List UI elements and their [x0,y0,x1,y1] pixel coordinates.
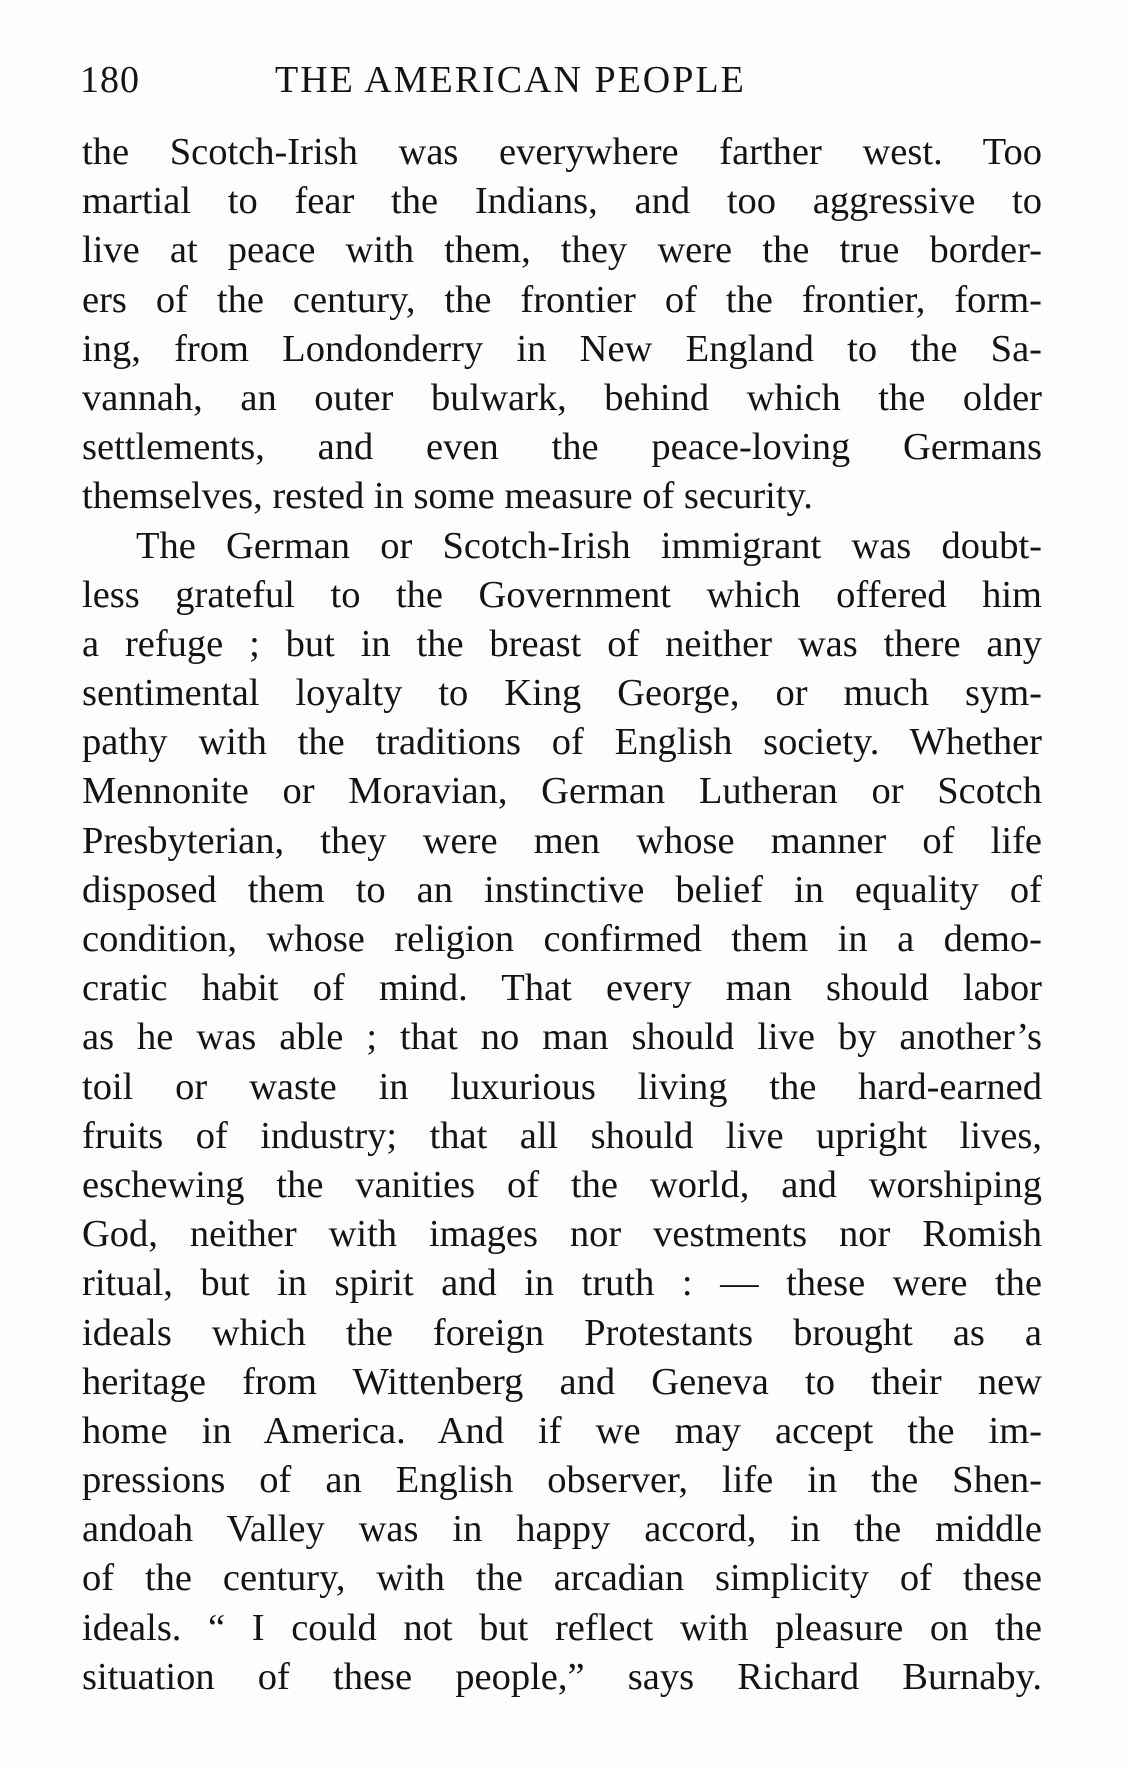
text-line: vannah, an outer bulwark, behind which the older [82,376,1042,419]
running-head [80,58,980,118]
running-title: THE AMERICAN PEOPLE [275,59,746,101]
text-line: ers of the century, the frontier of the frontier, form- [82,278,1042,321]
text-line: toil or waste in luxurious living the hard-earned [82,1065,1042,1108]
paragraph-first-line: The German or Scotch-Irish immigrant was doubt- [136,524,1042,567]
text-line: disposed them to an instinctive belief in equality of [82,868,1042,911]
text-line: andoah Valley was in happy accord, in the middle [82,1508,1042,1551]
text-line: ideals which the foreign Protestants brought as a [82,1311,1042,1354]
text-line: martial to fear the Indians, and too aggressive to [82,180,1042,223]
text-line: Presbyterian, they were men whose manner of life [82,819,1042,862]
text-line: sentimental loyalty to King George, or much sym- [82,672,1042,715]
text-line: a refuge ; but in the breast of neither was there any [82,622,1042,665]
text-line: of the century, with the arcadian simplicity of these [82,1557,1042,1600]
text-line: settlements, and even the peace-loving Germans [82,426,1042,469]
text-line: pathy with the traditions of English society. Whether [82,721,1042,764]
text-line: less grateful to the Government which offered him [82,573,1042,616]
text-line: live at peace with them, they were the true border- [82,229,1042,272]
text-line: God, neither with images nor vestments nor Romish [82,1213,1042,1256]
text-line: themselves, rested in some measure of security. [82,475,813,518]
text-line: Mennonite or Moravian, German Lutheran or Scotch [82,770,1042,813]
text-line: ritual, but in spirit and in truth : — these were the [82,1262,1042,1305]
text-line: ideals. “ I could not but reflect with pleasure on the [82,1606,1042,1649]
text-line: situation of these people,” says Richard Burnaby. [82,1655,1042,1698]
text-line: eschewing the vanities of the world, and worshiping [82,1163,1042,1206]
text-line: cratic habit of mind. That every man should labor [82,967,1042,1010]
text-line: the Scotch-Irish was everywhere farther west. Too [82,131,1042,173]
page-number: 180 [80,59,140,101]
text-line: as he was able ; that no man should live by another’s [82,1016,1042,1059]
text-line: home in America. And if we may accept the im- [82,1409,1042,1452]
body-text [82,128,1042,1702]
text-line: ing, from Londonderry in New England to the Sa- [82,327,1042,370]
text-line: fruits of industry; that all should live upright lives, [82,1114,1042,1157]
text-line: pressions of an English observer, life in the Shen- [82,1459,1042,1502]
text-line: heritage from Wittenberg and Geneva to their new [82,1360,1042,1403]
text-line: condition, whose religion confirmed them in a demo- [82,918,1042,960]
